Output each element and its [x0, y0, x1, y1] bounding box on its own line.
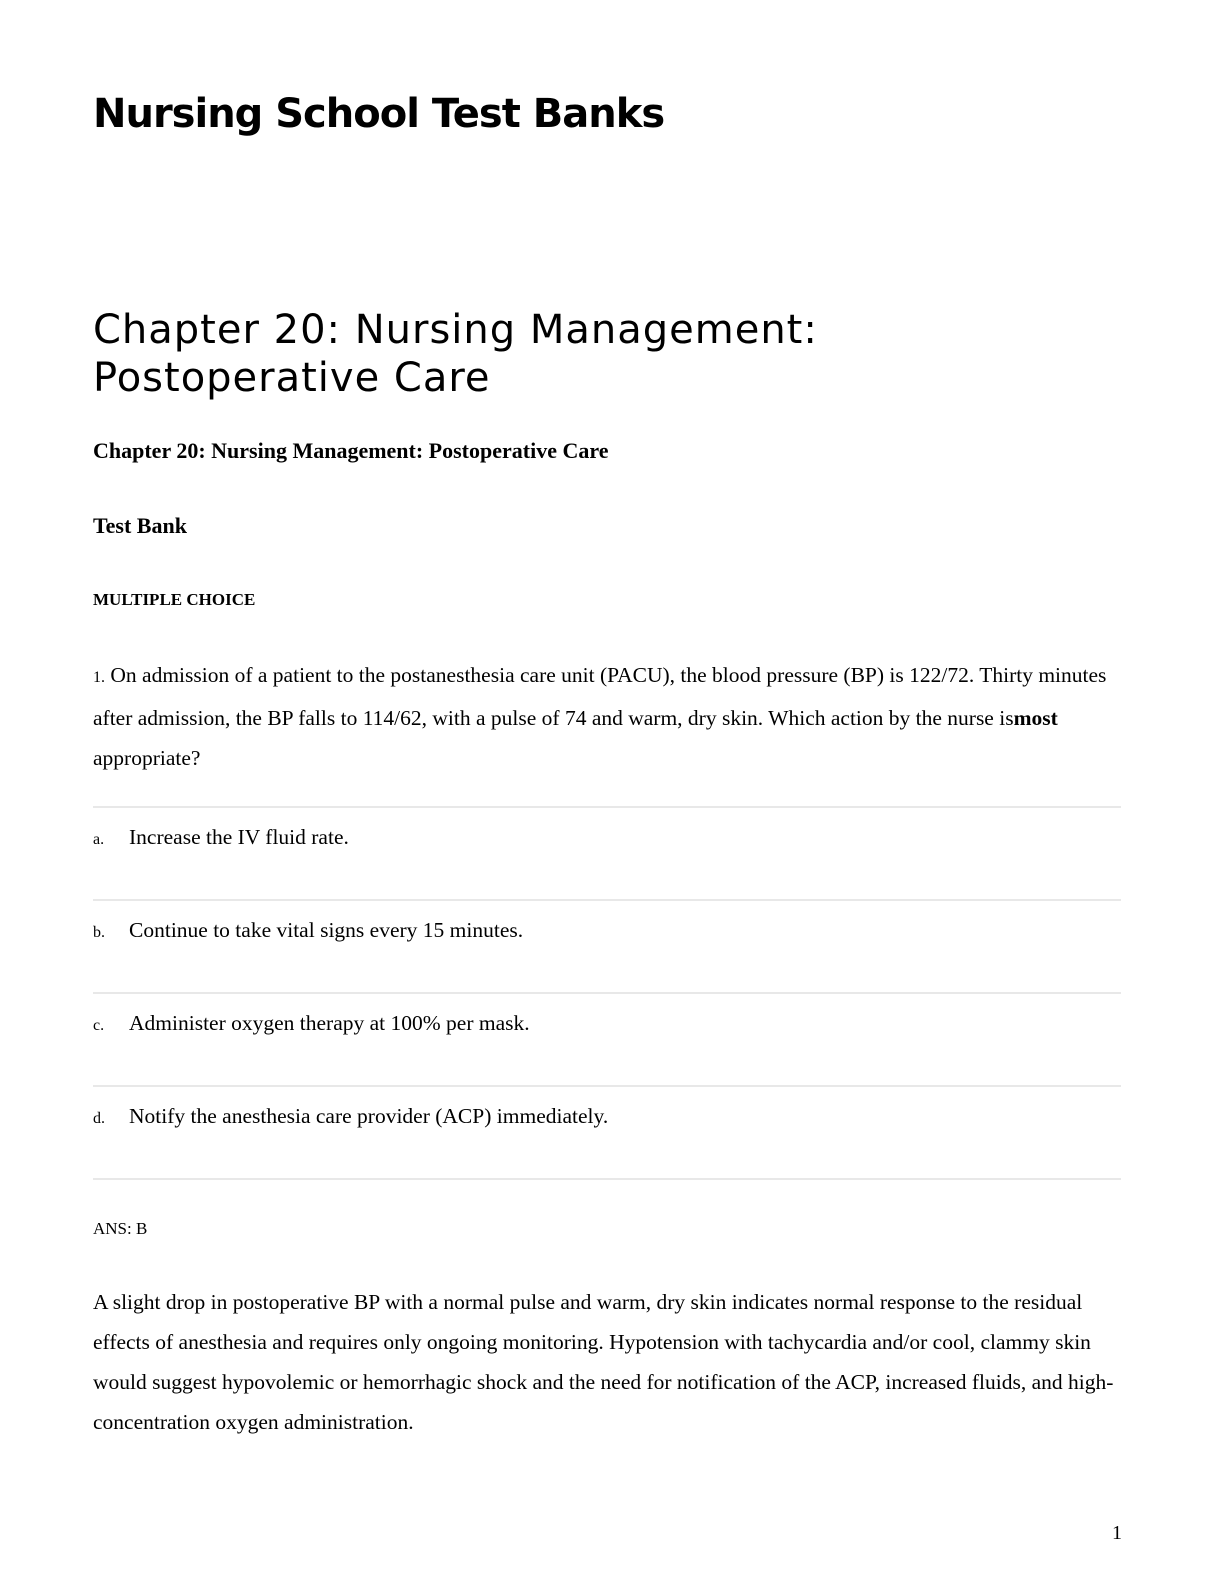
option-b	[93, 899, 1121, 992]
question-number: 1.	[93, 669, 105, 686]
option-letter: c.	[93, 1017, 105, 1034]
question-stem: On admission of a patient to the postanesthesia care unit (PACU), the blood pressure (BP) is 122/72. Thirty minutes after admission, the BP falls to 114/62, with a pulse of 74 and warm, dry skin. Which action by the nurse is	[93, 663, 1107, 730]
answer-options	[93, 806, 1121, 1180]
option-text: Continue to take vital signs every 15 minutes.	[129, 918, 524, 942]
option-letter: a.	[93, 831, 105, 848]
answer-key: ANS: B	[93, 1219, 148, 1238]
test-bank-label: Test Bank	[93, 513, 187, 538]
option-a	[93, 806, 1121, 899]
option-d	[93, 1085, 1121, 1180]
site-title: Nursing School Test Banks	[93, 91, 665, 137]
section-label: MULTIPLE CHOICE	[93, 590, 256, 609]
option-text: Notify the anesthesia care provider (ACP) immediately.	[129, 1104, 609, 1128]
chapter-heading: Chapter 20: Nursing Management: Postoperative Care	[93, 307, 818, 401]
option-text: Increase the IV fluid rate.	[129, 825, 349, 849]
option-c	[93, 992, 1121, 1085]
rationale-text: A slight drop in postoperative BP with a normal pulse and warm, dry skin indicates normal response to the residual effects of anesthesia and requires only ongoing monitoring. Hypotension with tachycardia and/or cool, clammy skin would suggest hypovolemic or hemorrhagic shock and the need for notification of the ACP, increased fluids, and high-concentration oxygen administration.	[93, 1290, 1114, 1434]
page-number: 1	[1112, 1522, 1122, 1544]
option-text: Administer oxygen therapy at 100% per mask.	[129, 1011, 530, 1035]
question-stem-end: appropriate?	[93, 746, 201, 770]
question-emphasis: most	[1013, 706, 1058, 730]
chapter-subheading: Chapter 20: Nursing Management: Postoperative Care	[93, 438, 609, 463]
option-letter: d.	[93, 1110, 105, 1127]
question-text	[93, 655, 1133, 778]
option-letter: b.	[93, 924, 105, 941]
